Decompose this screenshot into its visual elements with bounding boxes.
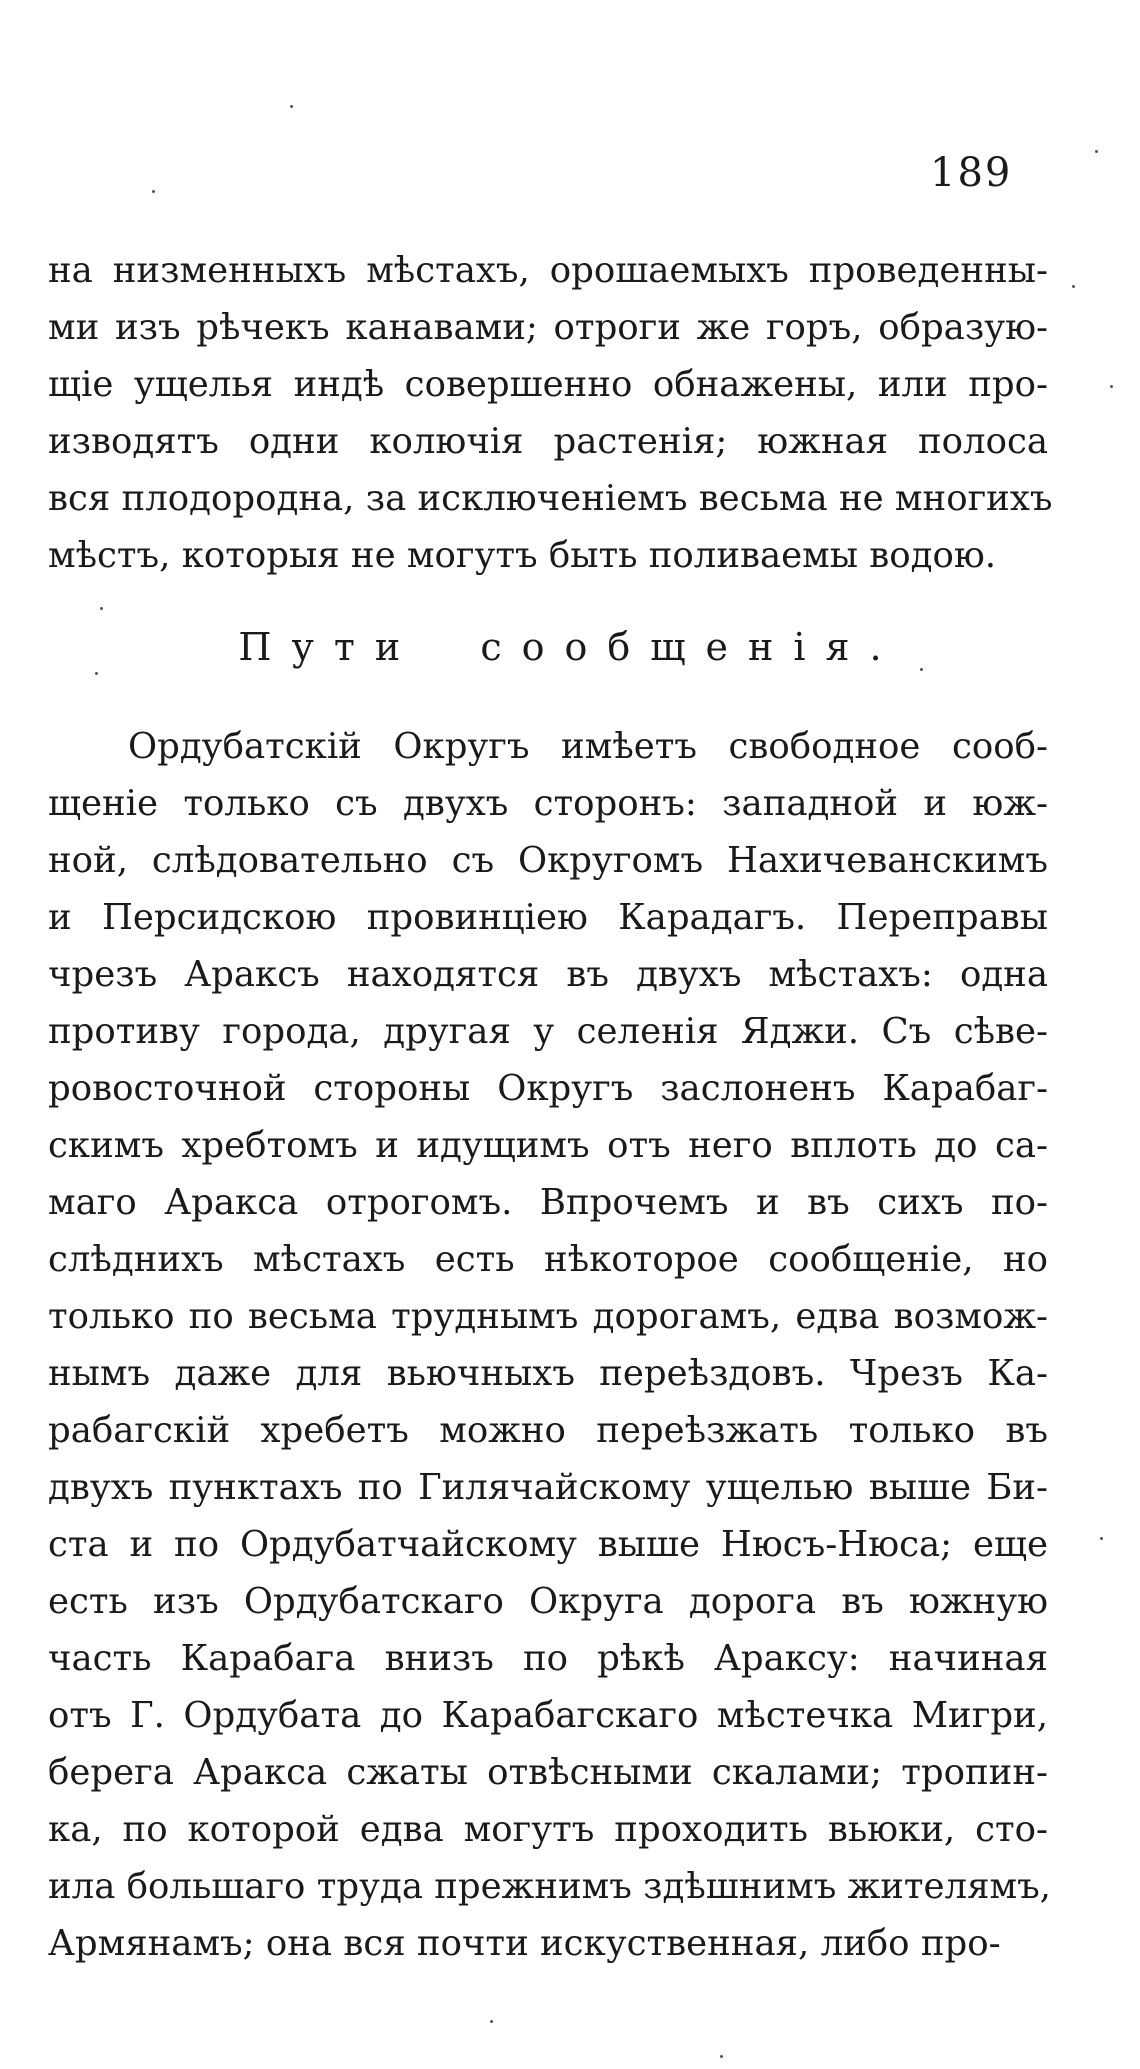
- print-speck: [1100, 1537, 1103, 1540]
- text-line: чрезъ Араксъ находятся въ двухъ мѣстахъ: одна: [48, 954, 1048, 995]
- print-speck: [100, 607, 103, 610]
- text-line: щеніе только съ двухъ сторонъ: западной и юж-: [48, 783, 1048, 824]
- print-speck: [720, 2055, 723, 2058]
- text-line: ка, по которой едва могутъ проходить вьюки, сто-: [48, 1809, 1048, 1850]
- text-line: скимъ хребтомъ и идущимъ отъ него вплоть до са-: [48, 1125, 1048, 1166]
- text-line: нымъ даже для вьючныхъ переѣздовъ. Чрезъ Ка-: [48, 1353, 1048, 1394]
- section-heading: Пути сообщенія.: [238, 625, 902, 669]
- text-line: рабагскій хребетъ можно переѣзжать только въ: [48, 1410, 1048, 1451]
- print-speck: [920, 668, 923, 671]
- text-line: часть Карабага внизъ по рѣкѣ Араксу: начиная: [48, 1638, 1048, 1679]
- text-line: ста и по Ордубатчайскому выше Нюсъ-Нюса; еще: [48, 1524, 1048, 1565]
- print-speck: [490, 2020, 493, 2023]
- text-line: маго Аракса отрогомъ. Впрочемъ и въ сихъ по-: [48, 1182, 1048, 1223]
- print-speck: [1110, 385, 1113, 388]
- text-line: ной, слѣдовательно съ Округомъ Нахичеванскимъ: [48, 840, 1048, 881]
- text-line: ровосточной стороны Округъ заслоненъ Карабаг-: [48, 1068, 1048, 1109]
- text-line: вся плодородна, за исключеніемъ весьма не многихъ: [48, 478, 1053, 519]
- text-line: слѣднихъ мѣстахъ есть нѣкоторое сообщеніе, но: [48, 1239, 1048, 1280]
- text-line: мѣстъ, которыя не могутъ быть поливаемы водою.: [48, 535, 997, 576]
- text-line: Армянамъ; она вся почти искуственная, либо про-: [48, 1923, 1001, 1964]
- print-speck: [152, 190, 155, 193]
- text-line: Ордубатскій Округъ имѣетъ свободное сооб-: [128, 726, 1048, 767]
- text-line: только по весьма труднымъ дорогамъ, едва возмож-: [48, 1296, 1048, 1337]
- text-line: противу города, другая у селенія Яджи. Съ сѣве-: [48, 1011, 1048, 1052]
- text-line: есть изъ Ордубатскаго Округа дорога въ южную: [48, 1581, 1048, 1622]
- text-line: ила большаго труда прежнимъ здѣшнимъ жителямъ,: [48, 1866, 1051, 1907]
- text-line: щіе ущелья индѣ совершенно обнажены, или про-: [48, 364, 1048, 405]
- print-speck: [290, 105, 293, 108]
- page-number: 189: [930, 150, 1013, 196]
- print-speck: [1072, 285, 1075, 288]
- paragraph-1: [48, 242, 1053, 584]
- print-speck: [1095, 150, 1098, 153]
- text-line: берега Аракса сжаты отвѣсными скалами; тропин-: [48, 1752, 1048, 1793]
- text-line: на низменныхъ мѣстахъ, орошаемыхъ проведенны-: [48, 250, 1048, 291]
- text-line: изводятъ одни колючія растенія; южная полоса: [48, 421, 1048, 462]
- text-line: и Персидскою провинціею Карадагъ. Переправы: [48, 897, 1048, 938]
- text-line: отъ Г. Ордубата до Карабагскаго мѣстечка Мигри,: [48, 1695, 1048, 1736]
- paragraph-2: [48, 718, 1051, 1972]
- text-line: двухъ пунктахъ по Гилячайскому ущелью выше Би-: [48, 1467, 1048, 1508]
- print-speck: [95, 672, 98, 675]
- text-line: ми изъ рѣчекъ канавами; отроги же горъ, образую-: [48, 307, 1048, 348]
